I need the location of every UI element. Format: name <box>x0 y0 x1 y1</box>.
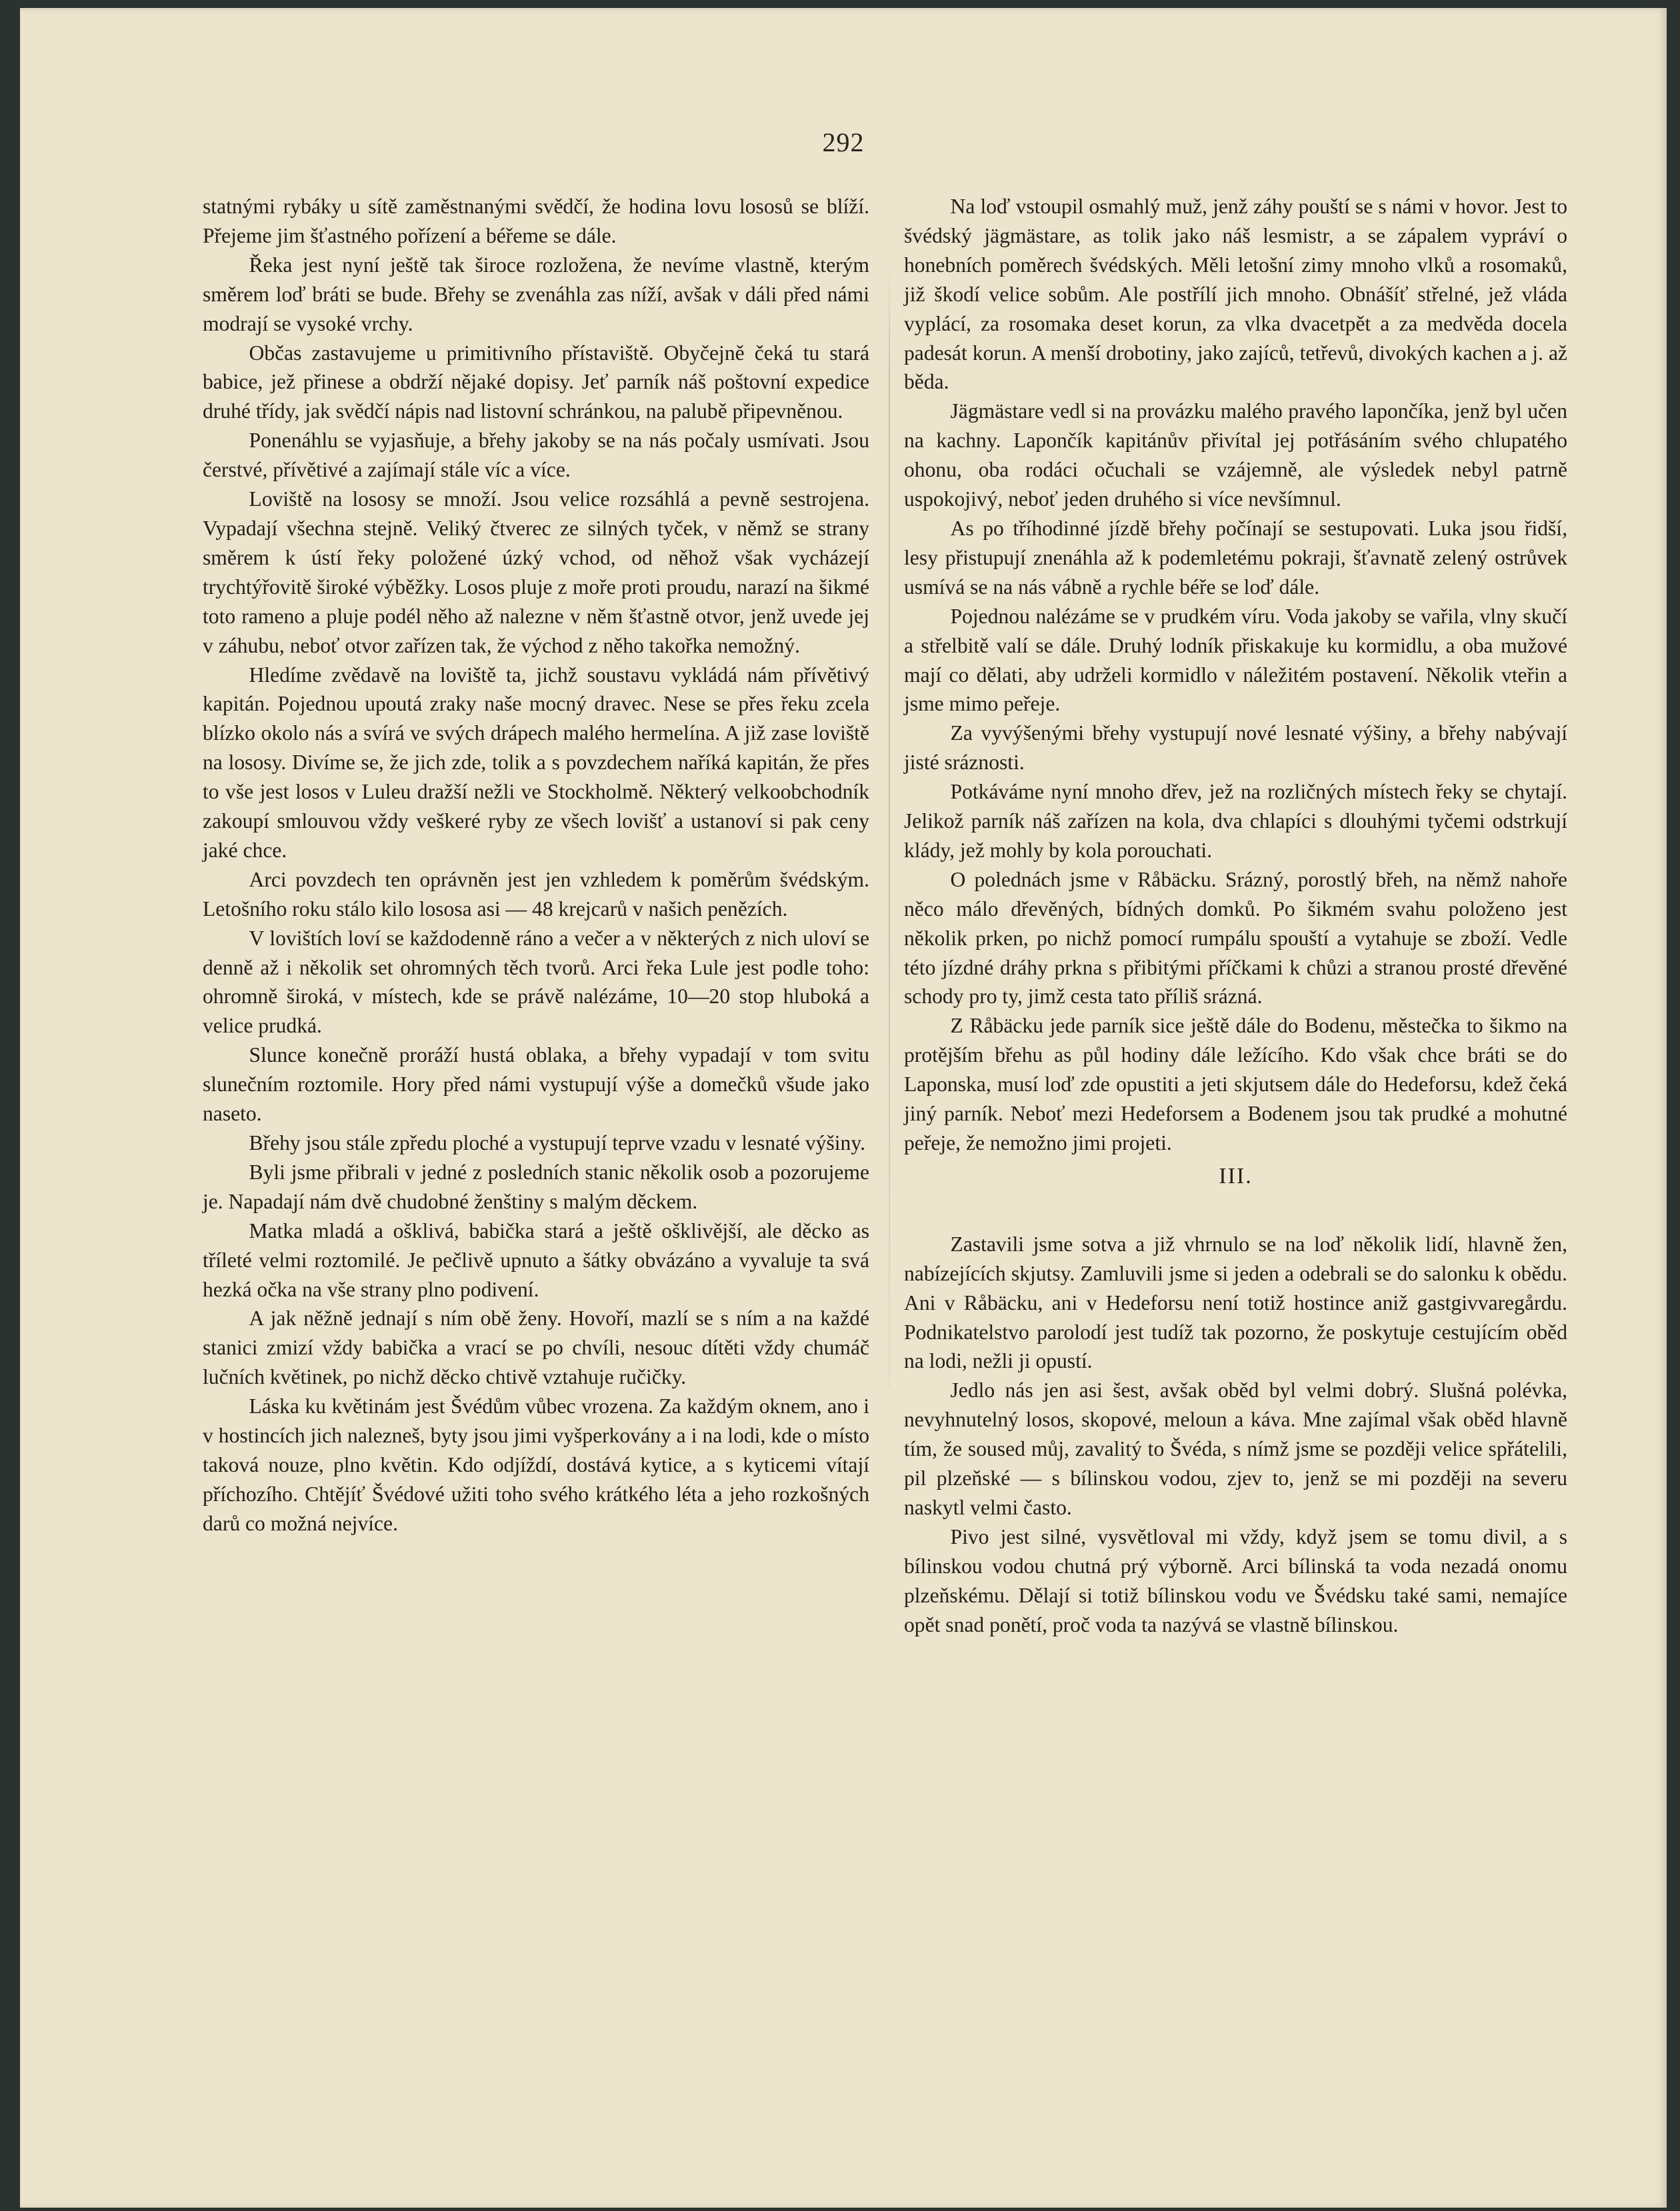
right-text-column <box>904 192 1567 1640</box>
paragraph: Arci povzdech ten oprávněn jest jen vzhledem k poměrům švédským. Letošního roku stálo kilo lososa asi — 48 krejcarů v našich penězích. <box>203 867 869 921</box>
paragraph: A jak něžně jednají s ním obě ženy. Hovoří, mazlí se s ním a na každé stanici zmizí vždy babička a vrací se po chvíli, nesouc dítěti vždy chumáč lučních květinek, po nichž děcko chtivě vztahuje ručičky. <box>203 1306 869 1389</box>
paragraph: Ponenáhlu se vyjasňuje, a břehy jakoby se na nás počaly usmívati. Jsou čerstvé, přívětivé a zajímají stále víc a více. <box>203 429 869 482</box>
paragraph: Slunce konečně proráží hustá oblaka, a břehy vypadají v tom svitu slunečním roztomile. Hory před námi vystupují výše a domečků všude jako naseto. <box>203 1043 869 1126</box>
paragraph: Jägmästare vedl si na provázku malého pravého lapončíka, jenž byl učen na kachny. Lapončík kapitánův přivítal jej potřásáním svého chlupatého ohonu, oba rodáci očuchali se vzájemně, ale výsledek nebyl patrně uspokojivý, neboť jeden druhého si více nevšímnul. <box>904 399 1567 511</box>
paragraph: Loviště na lososy se množí. Jsou velice rozsáhlá a pevně sestrojena. Vypadají všechna stejně. Veliký čtverec ze silných tyček, v němž se strany směrem k ústí řeky položené úzký vchod, od něhož však vycházejí trychtýřovitě široké výběžky. Losos pluje z moře proti proudu, narazí na šikmé toto rameno a pluje podél něho až nalezne v něm šťastně otvor, jenž uvede jej v záhubu, neboť otvor zařízen tak, že východ z něho takořka nemožný. <box>203 487 869 657</box>
paragraph: Hledíme zvědavě na loviště ta, jichž soustavu vykládá nám přívětivý kapitán. Pojednou upoutá zraky naše mocný dravec. Nese se přes řeku zcela blízko okolo nás a svírá ve svých drápech malého hermelína. A již zase loviště na lososy. Divíme se, že jich zde, tolik a s povzdechem naříká kapitán, že přes to vše jest losos v Luleu dražší nežli ve Stockholmě. Některý velkoobchodník zakoupí smlouvou vždy veškeré ryby ze všech lovišť a ustanoví si pak ceny jaké chce. <box>203 663 869 862</box>
paragraph: Pivo jest silné, vysvětloval mi vždy, když jsem se tomu divil, a s bílinskou vodou chutná prý výborně. Arci bílinská ta voda nezadá onomu plzeňskému. Dělají si totiž bílinskou vodu ve Švédsku také sami, nemajíce opět snad ponětí, proč voda ta nazývá se vlastně bílinskou. <box>904 1524 1567 1636</box>
paragraph: Matka mladá a ošklivá, babička stará a ještě ošklivější, ale děcko as tříleté velmi roztomilé. Je pečlivě upnuto a šátky obvázáno a vyvaluje ta svá hezká očka na vše strany plno podivení. <box>203 1218 869 1301</box>
paragraph: Z Råbäcku jede parník sice ještě dále do Bodenu, městečka to šikmo na protějším břehu as půl hodiny dále ležícího. Kdo však chce bráti se do Laponska, musí loď zde opustiti a jeti skjutsem dále do Hedeforsu, kdež čeká jiný parník. Neboť mezi Hedeforsem a Bodenem jsou tak prudké a mohutné peřeje, že nemožno jimi projeti. <box>904 1014 1567 1154</box>
paragraph: Jedlo nás jen asi šest, avšak oběd byl velmi dobrý. Slušná polévka, nevyhnutelný losos, skopové, meloun a káva. Mne zajímal však oběd hlavně tím, že soused můj, zavalitý to Švéda, s nímž jsme se později velice spřátelili, pil plzeňské — s bílinskou vodou, zjev to, jenž se mi později na severu naskytl velmi často. <box>904 1378 1567 1519</box>
paragraph: Potkáváme nyní mnoho dřev, jež na rozličných místech řeky se chytají. Jelikož parník náš zařízen na kola, dva chlapíci s dlouhými tyčemi odstrkují klády, jež mohly by kola porouchati. <box>904 780 1567 862</box>
paragraph: O polednách jsme v Råbäcku. Srázný, porostlý břeh, na němž nahoře něco málo dřevěných, bídných domků. Po šikmém svahu položeno jest několik prken, po nichž pomocí rumpálu spouští a vytahuje se zboží. Vedle této jízdné dráhy prkna s přibitými příčkami k chůzi a stranou prosté dřevěné schody pro ty, jimž cesta tato příliš srázná. <box>904 867 1567 1009</box>
book-page <box>20 8 1667 2208</box>
paragraph: Na loď vstoupil osmahlý muž, jenž záhy pouští se s námi v hovor. Jest to švédský jägmästare, as tolik jako náš lesmistr, a se zápalem vypráví o honebních poměrech švédských. Měli letošní zimy mnoho vlků a rosomaků, již škodí velice sobům. Ale postřílí jich mnoho. Obnášíť střelné, jež vláda vyplácí, za rosomaka deset korun, za vlka dvacetpět a za medvěda docela padesát korun. A menší drobotiny, jako zajíců, tetřevů, divokých kachen a j. až běda. <box>904 195 1567 394</box>
paragraph: Láska ku květinám jest Švédům vůbec vrozena. Za každým oknem, ano i v hostincích jich nalezneš, byty jsou jimi vyšperkovány a i na lodi, kde o místo taková nouze, plno květin. Kdo odjíždí, dostává kytice, a s kyticemi vítají příchozího. Chtějíť Švédové užiti toho svého krátkého léta a jeho rozkošných darů co možná nejvíce. <box>203 1394 869 1535</box>
paragraph: Zastavili jsme sotva a již vhrnulo se na loď několik lidí, hlavně žen, nabízejících skjutsy. Zamluvili jsme si jeden a odebrali se do salonku k obědu. Ani v Råbäcku, ani v Hedeforsu není totiž hostince aniž gastgivvaregårdu. Podnikatelstvo parolodí jest tudíž tak pozorno, že poskytuje cestujícím oběd na lodi, nežli ji opustí. <box>904 1232 1567 1373</box>
paragraph: As po tříhodinné jízdě břehy počínají se sestupovati. Luka jsou řidší, lesy přistupují znenáhla až k podemletému pokraji, šťavnatě zelený ostrůvek usmívá se na nás vábně a rychle béře se loď dále. <box>904 516 1567 599</box>
left-text-column <box>203 192 869 1538</box>
page-number: 292 <box>822 127 865 157</box>
paragraph: Břehy jsou stále zpředu ploché a vystupují teprve vzadu v lesnaté výšiny. <box>249 1131 865 1154</box>
paragraph: Byli jsme přibrali v jedné z posledních stanic několik osob a pozorujeme je. Napadají nám dvě chudobné ženštiny s malým děckem. <box>203 1160 869 1213</box>
paragraph: statnými rybáky u sítě zaměstnanými svědčí, že hodina lovu lososů se blíží. Přejeme jim šťastného pořízení a béřeme se dále. <box>203 195 869 247</box>
paragraph: Občas zastavujeme u primitivního přístaviště. Obyčejně čeká tu stará babice, jež přinese a obdrží nějaké dopisy. Jeť parník náš poštovní expedice druhé třídy, jak svědčí nápis nad listovní schránkou, na palubě připevněnou. <box>203 341 869 423</box>
paragraph: Řeka jest nyní ještě tak široce rozložena, že nevíme vlastně, kterým směrem loď bráti se bude. Břehy se zvenáhla zas níží, avšak v dáli před námi modrají se vysoké vrchy. <box>203 253 869 335</box>
paragraph: Pojednou nalézáme se v prudkém víru. Voda jakoby se vařila, vlny skučí a střelbitě valí se dále. Druhý lodník přiskakuje ku kormidlu, a oba mužové mají co dělati, aby udrželi kormidlo v náležitém postavení. Několik vteřin a jsme mimo peřeje. <box>904 604 1567 716</box>
paragraph: V lovištích loví se každodenně ráno a večer a v některých z nich uloví se denně až i několik set ohromných těch tvorů. Arci řeka Lule jest podle toho: ohromně široká, v místech, kde se právě nalézáme, 10—20 stop hluboká a velice prudká. <box>203 926 869 1038</box>
column-divider <box>889 261 890 1388</box>
paragraph: Za vyvýšenými břehy vystupují nové lesnaté výšiny, a břehy nabývají jisté sráznosti. <box>904 721 1567 775</box>
section-heading: III. <box>1219 1163 1253 1188</box>
